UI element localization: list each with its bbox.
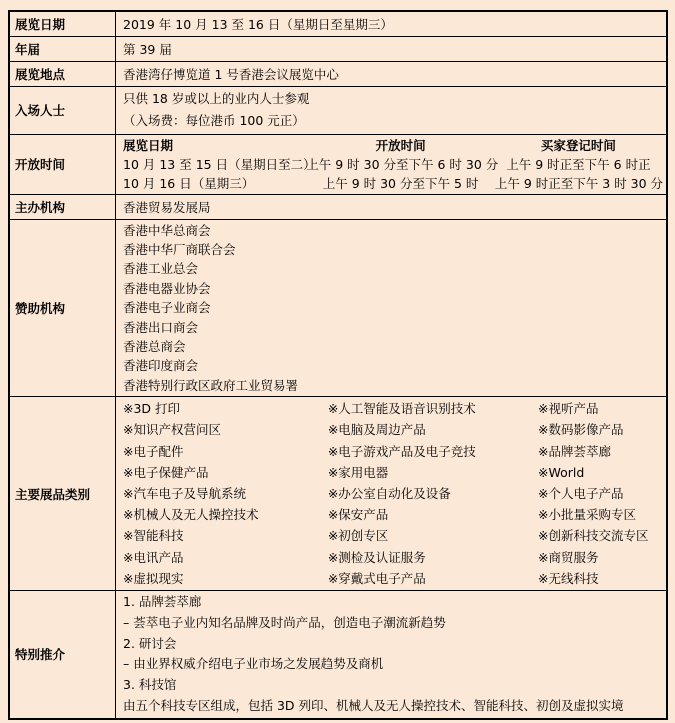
row-label-organizer: 主办机构 — [9, 194, 116, 219]
highlight-line: 2. 研讨会 — [123, 635, 177, 651]
row-categories — [9, 397, 667, 591]
category-item: ※3D 打印 — [123, 401, 181, 417]
sponsor-item: 香港印度商会 — [123, 358, 199, 374]
highlight-line: 3. 科技馆 — [123, 677, 177, 693]
category-item: ※虚拟现实 — [123, 570, 184, 586]
hours-open-2: 上午 9 时 30 分至下午 5 时 — [322, 175, 479, 191]
category-item: ※World — [538, 464, 585, 480]
sponsor-item: 香港特别行政区政府工业贸易署 — [123, 377, 299, 393]
hours-registration-1: 上午 9 时正至下午 6 时正 — [506, 156, 651, 172]
category-item: ※测检及认证服务 — [327, 549, 426, 565]
highlight-list — [123, 592, 662, 717]
category-item: ※无线科技 — [538, 570, 599, 586]
opening-hours-subtable — [123, 136, 662, 193]
admission-fee: （入场费：每位港币 100 元正） — [123, 113, 305, 128]
hours-header-registration: 买家登记时间 — [540, 137, 616, 153]
category-item: ※小批量采购专区 — [538, 507, 636, 523]
sponsor-item: 香港出口商会 — [123, 319, 199, 335]
category-item: ※智能科技 — [123, 528, 184, 544]
highlight-line: 由五个科技专区组成，包括 3D 列印、机械人及无人操控技术、智能科技、初创及虚拟实境 — [123, 697, 624, 713]
category-item: ※汽车电子及导航系统 — [123, 485, 246, 501]
exhibition-info-table — [8, 10, 668, 720]
row-sponsors — [9, 219, 667, 397]
category-item: ※知识产权营问区 — [123, 422, 221, 438]
row-edition — [9, 36, 667, 61]
sponsor-item: 香港总商会 — [123, 338, 186, 354]
hours-header-open: 开放时间 — [375, 137, 426, 153]
hours-date-1: 10 月 13 至 15 日（星期日至二） — [123, 156, 316, 172]
category-item: ※品牌荟萃廊 — [538, 443, 611, 459]
category-item: ※人工智能及语音识别技术 — [327, 401, 476, 417]
category-columns — [123, 398, 662, 589]
sponsor-item: 香港工业总会 — [123, 261, 199, 277]
hours-header-date: 展览日期 — [123, 137, 174, 153]
category-item: ※电子保健产品 — [123, 464, 209, 480]
category-item: ※电脑及周边产品 — [327, 422, 426, 438]
venue-value: 香港湾仔博览道 1 号香港会议展览中心 — [123, 66, 339, 82]
row-label-venue: 展览地点 — [9, 61, 116, 86]
category-item: ※初创专区 — [327, 528, 389, 544]
category-item: ※商贸服务 — [538, 549, 599, 565]
sponsor-list — [123, 221, 662, 396]
row-venue — [9, 61, 667, 86]
category-item: ※机械人及无人操控技术 — [123, 507, 259, 523]
row-label-highlights: 特别推介 — [9, 590, 116, 718]
category-column-1 — [123, 398, 328, 589]
category-item: ※数码影像产品 — [538, 422, 624, 438]
category-item: ※穿戴式电子产品 — [327, 570, 426, 586]
category-item: ※电子配件 — [123, 443, 184, 459]
category-item: ※办公室自动化及设备 — [327, 485, 451, 501]
row-exhibition-date — [9, 11, 667, 36]
row-opening-hours — [9, 134, 667, 194]
category-item: ※电讯产品 — [123, 549, 184, 565]
exhibition-date-value: 2019 年 10 月 13 至 16 日（星期日至星期三） — [123, 16, 393, 32]
sponsor-item: 香港电器业协会 — [123, 280, 211, 296]
admission-rule: 只供 18 岁或以上的业内人士参观 — [123, 91, 310, 106]
category-item: ※视听产品 — [538, 401, 599, 417]
row-label-exhibition-date: 展览日期 — [9, 11, 116, 36]
category-item: ※家用电器 — [327, 464, 389, 480]
highlight-line: – 荟萃电子业内知名品牌及时尚产品，创造电子潮流新趋势 — [123, 614, 446, 630]
sponsor-item: 香港电子业商会 — [123, 300, 211, 316]
category-item: ※个人电子产品 — [538, 485, 624, 501]
row-admission — [9, 86, 667, 134]
edition-value: 第 39 届 — [123, 41, 172, 57]
row-label-edition: 年届 — [9, 36, 116, 61]
category-item: ※创新科技交流专区 — [538, 528, 649, 544]
hours-open-1: 上午 9 时 30 分至下午 6 时 30 分 — [306, 156, 499, 172]
highlight-line: 1. 品牌荟萃廊 — [123, 593, 202, 609]
sponsor-item: 香港中华总商会 — [123, 222, 211, 238]
hours-date-2: 10 月 16 日（星期三） — [123, 175, 255, 191]
hours-registration-2: 上午 9 时正至下午 3 时 30 分 — [494, 175, 664, 191]
row-organizer — [9, 194, 667, 219]
organizer-value: 香港贸易发展局 — [123, 199, 211, 215]
row-label-admission: 入场人士 — [9, 86, 116, 134]
category-item: ※电子游戏产品及电子竞技 — [327, 443, 476, 459]
category-item: ※保安产品 — [327, 507, 389, 523]
highlight-line: – 由业界权威介绍电子业市场之发展趋势及商机 — [123, 656, 384, 672]
row-label-sponsors: 赞助机构 — [9, 219, 116, 397]
category-column-3 — [538, 398, 662, 589]
category-column-2 — [328, 398, 538, 589]
row-highlights — [9, 590, 667, 718]
row-label-categories: 主要展品类别 — [9, 397, 116, 591]
sponsor-item: 香港中华厂商联合会 — [123, 241, 236, 257]
row-label-opening-hours: 开放时间 — [9, 134, 116, 194]
